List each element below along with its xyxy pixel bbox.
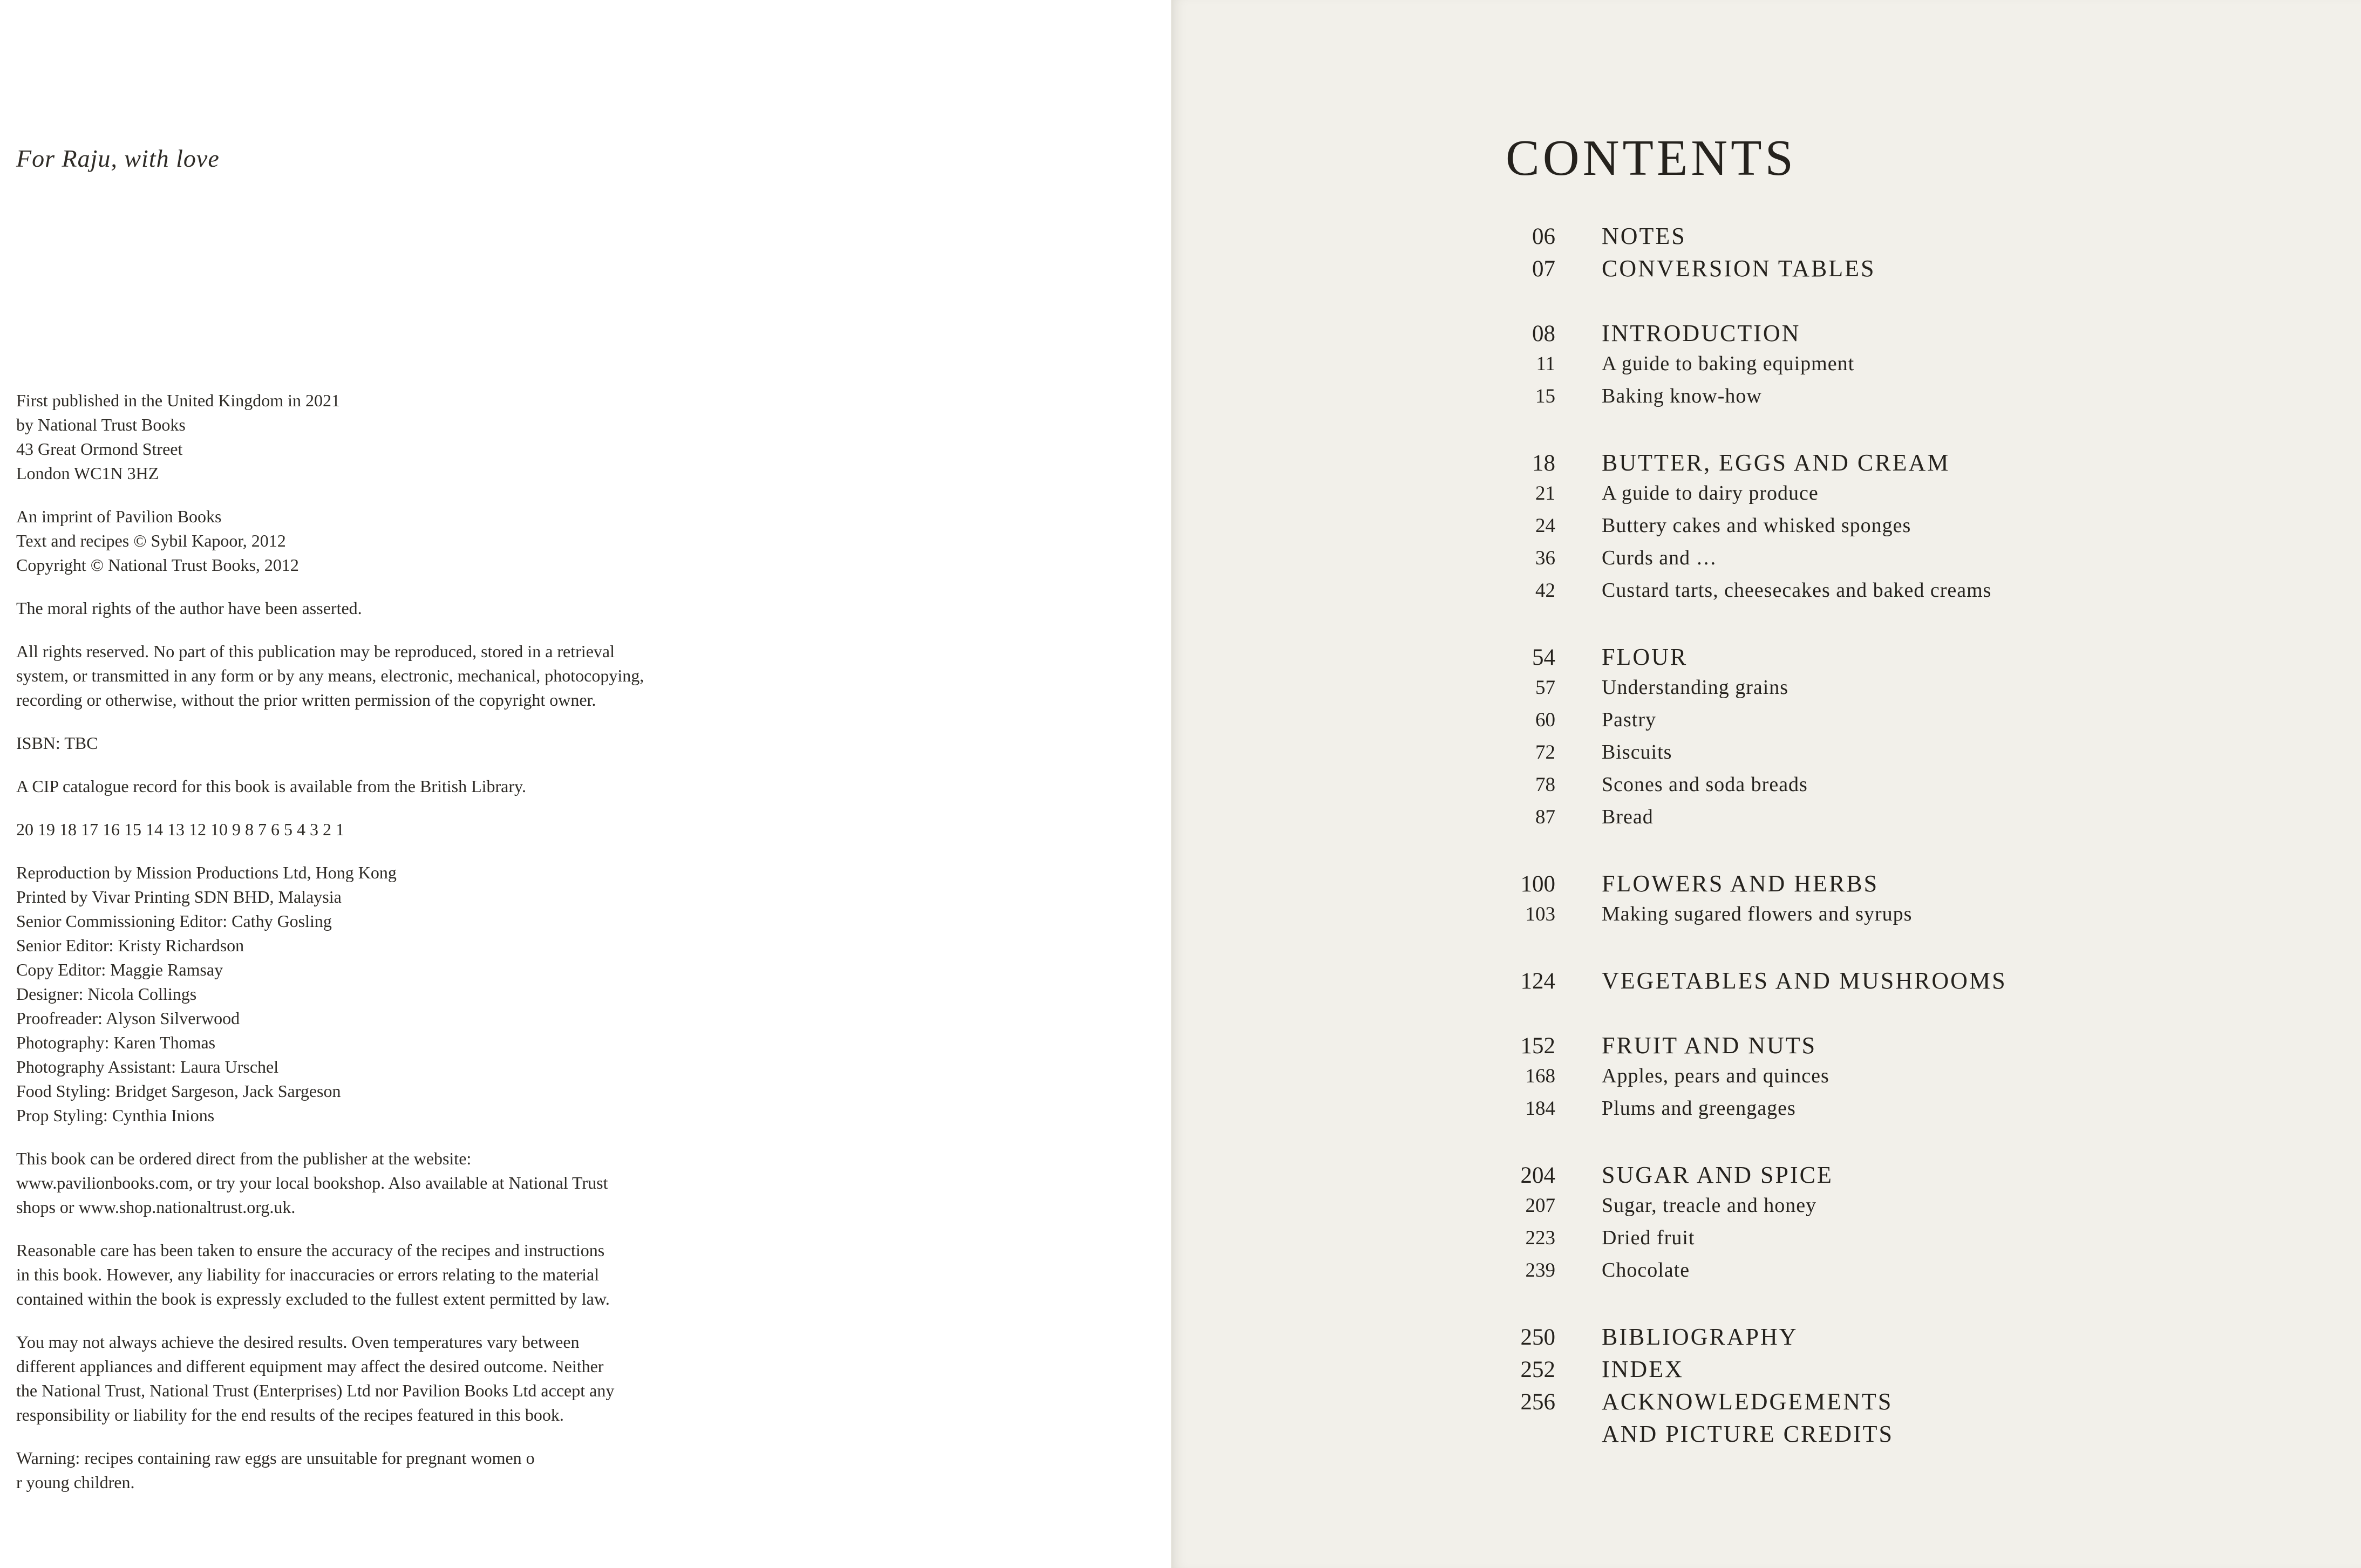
toc-label: BUTTER, EGGS AND CREAM bbox=[1602, 449, 1950, 476]
toc-page-number: 15 bbox=[1535, 385, 1555, 407]
toc-row bbox=[1506, 1194, 2361, 1226]
toc-label: Bread bbox=[1602, 806, 1654, 828]
toc-page-number: 152 bbox=[1520, 1033, 1555, 1059]
toc-row bbox=[1506, 1226, 2361, 1258]
toc-row bbox=[1506, 1323, 2361, 1355]
toc-label: VEGETABLES AND MUSHROOMS bbox=[1602, 967, 2007, 994]
paragraph-line: r young children. bbox=[16, 1472, 135, 1492]
toc-label: NOTES bbox=[1602, 223, 1686, 249]
paragraph-line: An imprint of Pavilion Books bbox=[16, 507, 222, 526]
toc-label: Custard tarts, cheesecakes and baked creams bbox=[1602, 579, 1992, 602]
toc-row bbox=[1506, 1420, 2361, 1453]
toc-page-number: 60 bbox=[1535, 709, 1555, 731]
contents-title: CONTENTS bbox=[1506, 130, 1797, 186]
toc-row bbox=[1506, 481, 2361, 514]
paragraph bbox=[16, 817, 1139, 842]
toc-page-number: 223 bbox=[1525, 1227, 1555, 1249]
paragraph bbox=[16, 388, 1139, 486]
toc-page-number: 250 bbox=[1520, 1325, 1555, 1350]
paragraph-line: the National Trust, National Trust (Enterprises) Ltd nor Pavilion Books Ltd accept any bbox=[16, 1381, 615, 1400]
toc-page-number: 42 bbox=[1535, 580, 1555, 602]
paragraph-line: responsibility or liability for the end results of the recipes featured in this book. bbox=[16, 1405, 564, 1424]
toc-page-number: 87 bbox=[1535, 806, 1555, 828]
paragraph bbox=[16, 1147, 1139, 1219]
toc-label: FRUIT AND NUTS bbox=[1602, 1032, 1817, 1059]
toc-page-number: 57 bbox=[1535, 677, 1555, 699]
toc-row bbox=[1506, 255, 2361, 287]
toc-page-number: 184 bbox=[1525, 1097, 1555, 1120]
paragraph-line: Warning: recipes containing raw eggs are unsuitable for pregnant women o bbox=[16, 1448, 535, 1468]
toc-label: SUGAR AND SPICE bbox=[1602, 1162, 1833, 1188]
paragraph-line: ISBN: TBC bbox=[16, 733, 98, 753]
toc-row bbox=[1506, 1096, 2361, 1129]
paragraph-line: contained within the book is expressly excluded to the fullest extent permitted by law. bbox=[16, 1289, 610, 1308]
toc-row bbox=[1506, 1258, 2361, 1291]
paragraph-line: This book can be ordered direct from the publisher at the website: bbox=[16, 1149, 472, 1168]
toc-label: Chocolate bbox=[1602, 1259, 1690, 1281]
toc-page-number: 72 bbox=[1535, 741, 1555, 763]
toc-label: Dried fruit bbox=[1602, 1226, 1695, 1249]
paragraph-line: Proofreader: Alyson Silverwood bbox=[16, 1008, 240, 1028]
paragraph-line: by National Trust Books bbox=[16, 415, 186, 434]
toc-row bbox=[1506, 222, 2361, 255]
paragraph-line: All rights reserved. No part of this publication may be reproduced, stored in a retrieval bbox=[16, 642, 615, 661]
toc-page-number: 207 bbox=[1525, 1195, 1555, 1217]
toc-page-number: 24 bbox=[1535, 515, 1555, 537]
paragraph bbox=[16, 639, 1139, 712]
toc-label: Understanding grains bbox=[1602, 676, 1789, 699]
toc-label: A guide to baking equipment bbox=[1602, 352, 1855, 375]
toc-page-number: 07 bbox=[1532, 256, 1555, 282]
paragraph-line: Reproduction by Mission Productions Ltd, Hong Kong bbox=[16, 863, 397, 882]
toc-row bbox=[1506, 676, 2361, 708]
toc-row bbox=[1506, 514, 2361, 546]
toc-page-number: 168 bbox=[1525, 1065, 1555, 1087]
paragraph-line: Designer: Nicola Collings bbox=[16, 984, 197, 1004]
contents-page bbox=[1171, 0, 2361, 1568]
toc-label: Apples, pears and quinces bbox=[1602, 1065, 1829, 1087]
toc-row bbox=[1506, 546, 2361, 578]
toc-label: Sugar, treacle and honey bbox=[1602, 1194, 1817, 1217]
toc-row bbox=[1506, 967, 2361, 999]
dedication-text: For Raju, with love bbox=[16, 145, 220, 172]
copyright-page bbox=[0, 0, 1171, 1568]
toc-label: FLOWERS AND HERBS bbox=[1602, 870, 1879, 897]
paragraph-line: www.pavilionbooks.com, or try your local bookshop. Also available at National Trust bbox=[16, 1173, 608, 1192]
paragraph-line: different appliances and different equipment may affect the desired outcome. Neither bbox=[16, 1356, 604, 1376]
toc-label: Baking know-how bbox=[1602, 385, 1762, 407]
toc-row bbox=[1506, 805, 2361, 837]
paragraph-line: Food Styling: Bridget Sargeson, Jack Sargeson bbox=[16, 1081, 341, 1101]
toc-label: BIBLIOGRAPHY bbox=[1602, 1324, 1798, 1350]
paragraph-line: London WC1N 3HZ bbox=[16, 463, 159, 483]
toc-row bbox=[1506, 352, 2361, 384]
toc-page-number: 252 bbox=[1520, 1357, 1555, 1382]
toc-page-number: 239 bbox=[1525, 1259, 1555, 1281]
toc-row bbox=[1506, 643, 2361, 676]
toc-page-number: 256 bbox=[1520, 1389, 1555, 1415]
toc-row bbox=[1506, 740, 2361, 773]
toc-label: AND PICTURE CREDITS bbox=[1602, 1421, 1894, 1447]
paragraph-line: system, or transmitted in any form or by any means, electronic, mechanical, photocopying, bbox=[16, 666, 644, 685]
toc-label: Scones and soda breads bbox=[1602, 773, 1808, 796]
paragraph-line: Reasonable care has been taken to ensure the accuracy of the recipes and instructions bbox=[16, 1240, 605, 1260]
toc-page-number: 21 bbox=[1535, 482, 1555, 505]
toc-row bbox=[1506, 902, 2361, 935]
toc-row bbox=[1506, 1161, 2361, 1194]
toc-row bbox=[1506, 708, 2361, 740]
paragraph-line: recording or otherwise, without the prior written permission of the copyright owner. bbox=[16, 690, 596, 710]
paragraph bbox=[16, 1238, 1139, 1311]
toc-label: Buttery cakes and whisked sponges bbox=[1602, 514, 1911, 537]
toc-page-number: 36 bbox=[1535, 547, 1555, 569]
toc-page-number: 100 bbox=[1520, 871, 1555, 897]
toc-row bbox=[1506, 1388, 2361, 1420]
toc-page-number: 18 bbox=[1532, 451, 1555, 476]
paragraph bbox=[16, 731, 1139, 755]
paragraph-line: Photography: Karen Thomas bbox=[16, 1033, 216, 1052]
paragraph-line: The moral rights of the author have been asserted. bbox=[16, 598, 362, 618]
toc-label: CONVERSION TABLES bbox=[1602, 255, 1876, 282]
paragraph-line: You may not always achieve the desired results. Oven temperatures vary between bbox=[16, 1332, 580, 1352]
toc-label: A guide to dairy produce bbox=[1602, 482, 1819, 505]
toc-page-number: 06 bbox=[1532, 224, 1555, 249]
toc-page-number: 54 bbox=[1532, 645, 1555, 670]
toc-row bbox=[1506, 870, 2361, 902]
paragraph-line: Text and recipes © Sybil Kapoor, 2012 bbox=[16, 531, 286, 550]
copyright-page-content bbox=[0, 0, 1171, 1495]
paragraph-line: Senior Editor: Kristy Richardson bbox=[16, 936, 244, 955]
toc-row bbox=[1506, 1032, 2361, 1064]
paragraph-line: Prop Styling: Cynthia Inions bbox=[16, 1106, 215, 1125]
paragraph bbox=[16, 861, 1139, 1128]
paragraph-line: Senior Commissioning Editor: Cathy Gosling bbox=[16, 911, 332, 931]
paragraph-line: Printed by Vivar Printing SDN BHD, Malaysia bbox=[16, 887, 342, 906]
toc-row bbox=[1506, 449, 2361, 481]
paragraph-line: Copyright © National Trust Books, 2012 bbox=[16, 555, 299, 575]
paragraph bbox=[16, 505, 1139, 577]
paragraph bbox=[16, 1330, 1139, 1427]
toc-label: FLOUR bbox=[1602, 644, 1688, 670]
toc-page-number: 124 bbox=[1520, 969, 1555, 994]
toc-row bbox=[1506, 319, 2361, 352]
toc-label: Plums and greengages bbox=[1602, 1097, 1796, 1120]
toc-row bbox=[1506, 384, 2361, 417]
toc-row bbox=[1506, 1064, 2361, 1096]
imprint-paragraphs bbox=[16, 388, 1139, 1495]
toc-page-number: 78 bbox=[1535, 774, 1555, 796]
paragraph bbox=[16, 774, 1139, 799]
paragraph bbox=[16, 596, 1139, 621]
paragraph-line: First published in the United Kingdom in 2021 bbox=[16, 391, 340, 410]
paragraph-line: Photography Assistant: Laura Urschel bbox=[16, 1057, 279, 1076]
toc-page-number: 08 bbox=[1532, 321, 1555, 346]
toc-label: Making sugared flowers and syrups bbox=[1602, 903, 1913, 925]
contents-page-content bbox=[1172, 0, 2361, 1453]
paragraph-line: Copy Editor: Maggie Ramsay bbox=[16, 960, 223, 979]
toc-page-number: 103 bbox=[1525, 903, 1555, 925]
paragraph-line: shops or www.shop.nationaltrust.org.uk. bbox=[16, 1197, 296, 1217]
paragraph-line: 43 Great Ormond Street bbox=[16, 439, 183, 459]
paragraph bbox=[16, 1446, 1139, 1495]
toc-row bbox=[1506, 578, 2361, 611]
toc-label: Biscuits bbox=[1602, 741, 1672, 763]
toc-label: Pastry bbox=[1602, 708, 1656, 731]
paragraph-line: A CIP catalogue record for this book is available from the British Library. bbox=[16, 776, 526, 796]
toc-label: INDEX bbox=[1602, 1356, 1684, 1382]
toc-label: INTRODUCTION bbox=[1602, 320, 1801, 346]
toc-list bbox=[1506, 222, 2361, 1453]
toc-label: ACKNOWLEDGEMENTS bbox=[1602, 1388, 1893, 1415]
toc-page-number: 11 bbox=[1536, 353, 1555, 375]
toc-page-number: 204 bbox=[1520, 1163, 1555, 1188]
paragraph-line: in this book. However, any liability for inaccuracies or errors relating to the material bbox=[16, 1265, 600, 1284]
toc-row bbox=[1506, 773, 2361, 805]
toc-row bbox=[1506, 1355, 2361, 1388]
toc-label: Curds and … bbox=[1602, 547, 1717, 569]
paragraph-line: 20 19 18 17 16 15 14 13 12 10 9 8 7 6 5 4 3 2 1 bbox=[16, 820, 344, 839]
